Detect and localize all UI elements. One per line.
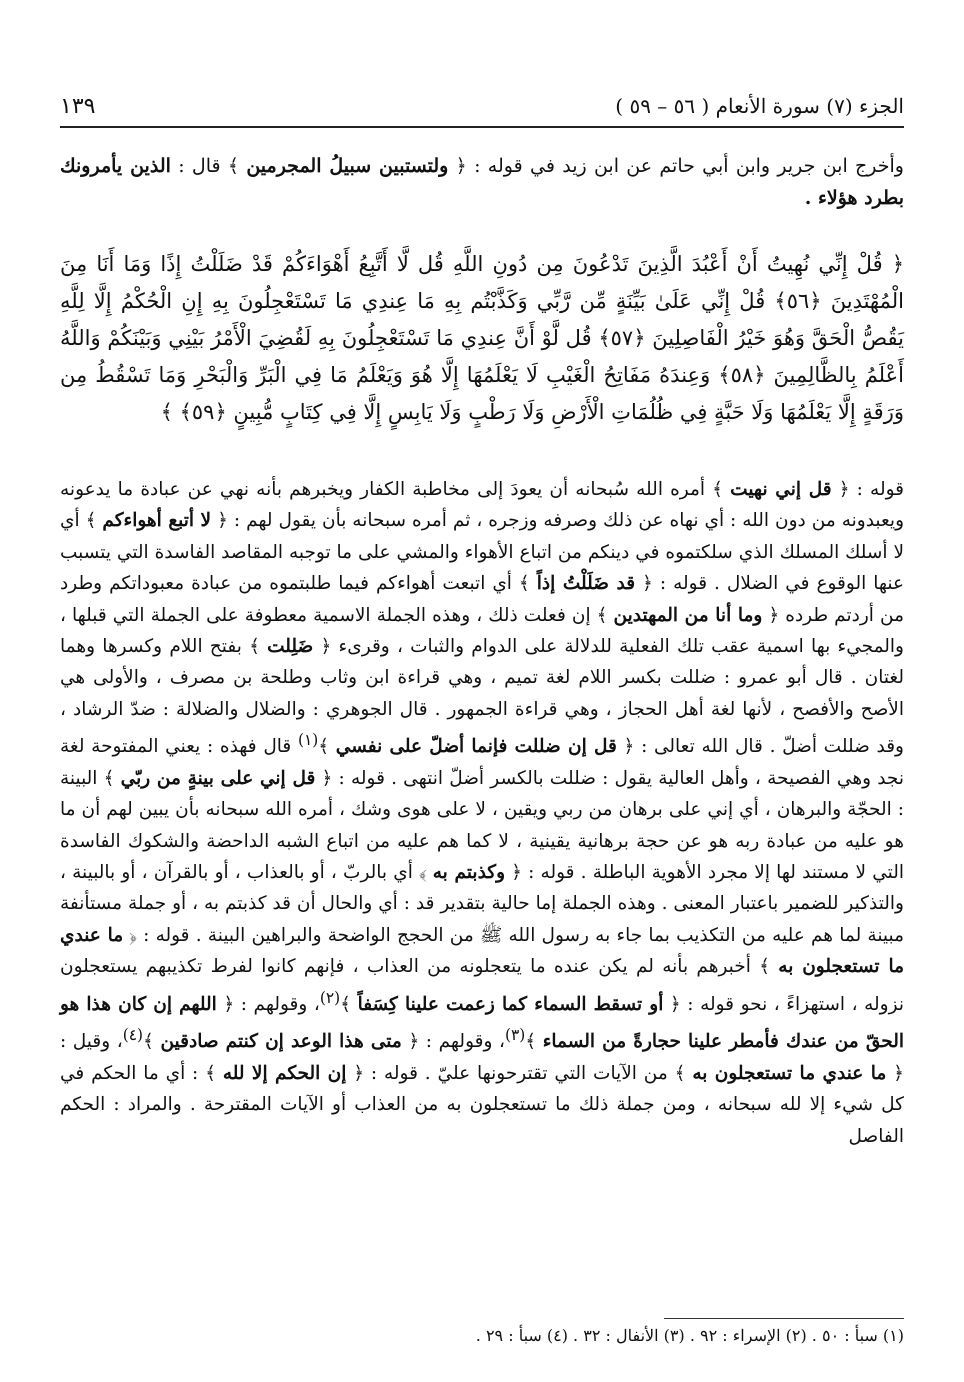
footnote-ref[interactable]: (٣) — [504, 1026, 526, 1045]
footnote-ref[interactable]: (٤) — [122, 1026, 144, 1045]
intro-paragraph: وأخرج ابن جرير وابن أبي حاتم عن ابن زيد في قوله : ﴿ ولتستبين سبيلُ المجرمين ﴾ قال : الذين يأمرونك بطرد هؤلاء . — [60, 155, 904, 209]
page-number: ١٣٩ — [60, 93, 96, 119]
footnote-ref[interactable]: (٢) — [319, 988, 341, 1007]
footnotes: (١) سبأ : ٥٠ . (٢) الإسراء : ٩٢ . (٣) الأنفال : ٣٢ . (٤) سبأ : ٢٩ . — [475, 1326, 904, 1345]
footnote-divider — [664, 1318, 904, 1319]
tafsir-body: قوله : ﴿ قل إني نهيت ﴾ أمره الله سُبحانه أن يعودَ إلى مخاطبة الكفار ويخبرهم بأنه نهي عن عبادة ما يدعونه ويعبدونه من دون الله : أي نهاه عن ذلك وصرفه وزجره ، ثم أمره سبحانه بأن يقول لهم : ﴿ لا أتبع أهواءكم ﴾ أي لا أسلك المسلك الذي سلكتموه في دينكم من اتباع الأهواء والمشي على ما توجبه المقاصد الفاسدة التي يتسبب عنها الوقوع في الضلال . قوله : ﴿ قد ضَلَلْتُ إذاً ﴾ أي اتبعت أهواءكم فيما طلبتموه من عبادة معبوداتكم وطرد من أردتم طرده ﴿ وما أنا من المهتدين ﴾ إن فعلت ذلك ، وهذه الجملة الاسمية معطوفة على الجملة التي قبلها ، والمجيء بها اسمية عقب تلك الفعلية للدلالة على الدوام والثبات ، وقرىء ﴿ ضَلِلت ﴾ بفتح اللام وكسرها وهما لغتان . قال أبو عمرو : ضللت بكسر اللام لغة تميم ، وهي قراءة ابن وثاب وطلحة بن مصرف ، والأولى هي الأصح والأفصح ، لأنها لغة أهل الحجاز ، وهي قراءة الجمهور . قال الجوهري : والضلال والضلالة : ضدّ الرشاد ، وقد ضللت أضلّ . قال الله تعالى : ﴿ قل إن ضللت فإنما أضلّ على نفسي ﴾$^{(١)}$ قال فهذه : يعني المفتوحة لغة نجد وهي الفصيحة ، وأهل العالية يقول : ضللت بالكسر أضلّ انتهى . قوله : ﴿ قل إني على بينةٍ من ربّي ﴾ البينة : الحجّة والبرهان ، أي إني على برهان من ربي ويقين ، لا على هوى وشك ، أمره الله سبحانه بأن يبين لهم أن ما هو عليه من عبادة ربه هو عن حجة برهانية يقينية ، لا كما هم عليه من اتباع الشبه الداحضة والشكوك الفاسدة التي لا مستند لها إلا مجرد الأهوية الباطلة . قوله : ﴿ وكذبتم به ﴾ أي بالربّ ، أو بالعذاب ، أو بالقرآن ، أو بالبينة ، والتذكير للضمير باعتبار المعنى . وهذه الجملة إما حالية بتقدير قد : أي والحال أن قد كذبتم به ، أو جملة مستأنفة مبينة لما هم عليه من التكذيب بما جاء به رسول الله ﷺ من الحجج الواضحة والبراهين البينة . قوله : ﴿ ما عندي ما تستعجلون به ﴾ أخبرهم بأنه لم يكن عنده ما يتعجلونه من العذاب ، فإنهم كانوا لفرط تكذيبهم يستعجلون نزوله ، استهزاءً ، نحو قوله : ﴿ أو تسقط السماء كما زعمت علينا كِسَفاً ﴾$^{(٢)}$، وقولهم : ﴿ اللهم إن كان هذا هو الحقّ من عندك فأمطر علينا حجارةً من السماء ﴾$^{(٣)}$، وقولهم : ﴿ متى هذا الوعد إن كنتم صادقين ﴾$^{(٤)}$، وقيل : ﴿ ما عندي ما تستعجلون به ﴾ من الآيات التي تقترحونها عليّ . قوله : ﴿ إن الحكم إلا لله ﴾ : أي ما الحكم في كل شيء إلا لله سبحانه ، ومن جملة ذلك ما تستعجلون به من العذاب أو الآيات المقترحة . والمراد : الحكم الفاصل — [60, 479, 905, 1147]
quran-verses-block: ﴿ قُلْ إِنِّي نُهِيتُ أَنْ أَعْبُدَ الَّذِينَ تَدْعُونَ مِن دُونِ اللَّهِ قُل لَّا أَتَّبِعُ أَهْوَاءَكُمْ قَدْ ضَلَلْتُ إِذًا وَمَا أَنَا مِنَ الْمُهْتَدِينَ ﴿٥٦﴾ قُلْ إِنِّي عَلَىٰ بَيِّنَةٍ مِّن رَّبِّي وَكَذَّبْتُم بِهِ مَا عِندِي مَا تَسْتَعْجِلُونَ بِهِ إِنِ الْحُكْمُ إِلَّا لِلَّهِ يَقُصُّ الْحَقَّ وَهُوَ خَيْرُ الْفَاصِلِينَ ﴿٥٧﴾ قُل لَّوْ أَنَّ عِندِي مَا تَسْتَعْجِلُونَ بِهِ لَقُضِيَ الْأَمْرُ بَيْنِي وَبَيْنَكُمْ وَاللَّهُ أَعْلَمُ بِالظَّالِمِينَ ﴿٥٨﴾ وَعِندَهُ مَفَاتِحُ الْغَيْبِ لَا يَعْلَمُهَا إِلَّا هُوَ وَيَعْلَمُ مَا فِي الْبَرِّ وَالْبَحْرِ وَمَا تَسْقُطُ مِن وَرَقَةٍ إِلَّا يَعْلَمُهَا وَلَا حَبَّةٍ فِي ظُلُمَاتِ الْأَرْضِ وَلَا رَطْبٍ وَلَا يَابِسٍ إِلَّا فِي كِتَابٍ مُّبِينٍ ﴿٥٩﴾ ﴾ — [60, 252, 904, 424]
running-title: الجزء (٧) سورة الأنعام ( ٥٦ – ٥٩ ) — [615, 94, 904, 118]
footnote-ref[interactable]: (١) — [297, 731, 319, 750]
page-header — [60, 86, 904, 128]
